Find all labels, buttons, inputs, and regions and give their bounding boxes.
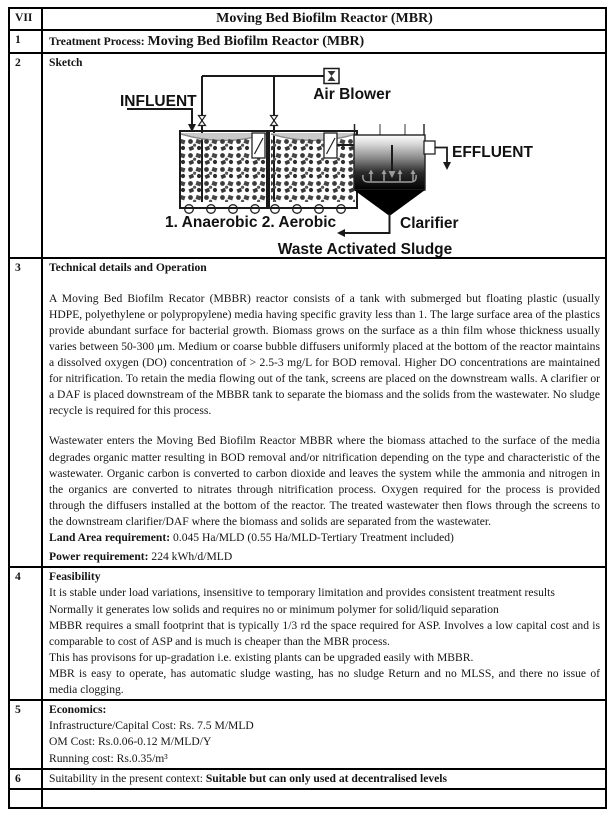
row-number: 1	[9, 30, 42, 53]
technical-paragraph: A Moving Bed Biofilm Recator (MBBR) reactor consists of a tank with submerged but floating plastic (usually HDPE, polyethylene or polypropylene) media having specific gravity less than 1. The large surface area of the plastics provide abundant surface for bacterial growth. Biomass grows on the surface as a thin film whose thickness usually varies between 50-300 μm. Medium or coarse bubble diffusers uniformly placed at the bottom of the reactor maintains a dissolved oxygen (DO) concentration of > 2.5-3 mg/L for BOD removal. Higher DO concentrations are maintained for nitrification. To retain the media flowing out of the tank, screens are placed on the downstream walls. A clarifier or a DAF is placed downstream of the MBBR tank to separate the biomass and the solids from the wastewater. No sludge recycle is required for this process.	[49, 291, 600, 418]
influent-label: INFLUENT	[120, 93, 197, 111]
air-blower-label: Air Blower	[313, 86, 391, 104]
clarifier-label: Clarifier	[400, 215, 459, 233]
feasibility-cell	[42, 567, 606, 700]
land-area-line	[49, 530, 600, 546]
power-label: Power requirement:	[49, 550, 152, 564]
operation-paragraph: Wastewater enters the Moving Bed Biofilm Reactor MBBR where the biomass attached to the surface of the media degrades organic matter resulting in BOD removal and/or nitrification depending on the type and characteristic of the wastewater. Organic carbon is converted to carbon dioxide and leaves the system while the ammonia and nitrogen in the organics are converted to nitrates through nitrification process. Oxygen required for the process is provided through the diffusers installed at the bottom of the reactor. The treated wastewater then flows through the screens to the downstream clarifier/DAF where the biomass and solids are separated from the wastewater.	[49, 434, 600, 528]
table-row	[9, 258, 606, 567]
power-line	[49, 549, 600, 565]
economics-item: Running cost: Rs.0.35/m³	[49, 751, 168, 765]
technical-details-cell	[42, 258, 606, 567]
feasibility-item: This has provisons for up-gradation i.e. existing plants can be upgraded easily with MBBR.	[49, 650, 474, 664]
mbbr-table	[8, 7, 607, 809]
waste-sludge-label: Waste Activated Sludge	[277, 241, 453, 258]
table-row	[9, 30, 606, 53]
waste-pipe	[343, 214, 390, 233]
influent-pipe	[127, 109, 192, 126]
effluent-pipe	[435, 148, 447, 164]
media-screen-icon	[252, 133, 265, 158]
row-number: 3	[9, 258, 42, 567]
suitability-value: Suitable but can only used at decentralised levels	[205, 771, 448, 785]
suitability-cell	[42, 769, 606, 789]
row-number: 4	[9, 567, 42, 700]
land-area-value: 0.045 Ha/MLD (0.55 Ha/MLD-Tertiary Treatment included)	[173, 531, 454, 545]
clarifier-vessel	[354, 124, 435, 216]
aerobic-tank	[271, 133, 356, 202]
feasibility-item: MBBR requires a small footprint that is typically 1/3 rd the space required for ASP. Involves a low capital cost and is comparable to cost of ASP and is much is cheaper than the MBR process.	[49, 618, 600, 648]
media-screen-icon	[324, 133, 337, 158]
treatment-process-value: Moving Bed Biofilm Reactor (MBR)	[147, 34, 365, 49]
treatment-process-label: Treatment Process:	[49, 35, 148, 48]
economics-heading: Economics:	[49, 703, 107, 717]
economics-item: OM Cost: Rs.0.06-0.12 M/MLD/Y	[49, 735, 212, 749]
treatment-process-cell	[42, 30, 606, 53]
feasibility-item: MBR is easy to operate, has automatic sludge wasting, has no sludge Return and no MLSS, and there no issue of media clogging.	[49, 666, 600, 697]
effluent-arrow-icon	[443, 162, 451, 170]
table-row	[9, 700, 606, 768]
effluent-weir-icon	[424, 141, 435, 154]
table-row	[9, 789, 606, 808]
document-title: Moving Bed Biofilm Reactor (MBR)	[42, 8, 606, 30]
valve-icon	[199, 116, 206, 126]
empty-cell	[9, 789, 42, 808]
feasibility-item: Normally it generates low solids and requires no or minimum polymer for solid/liquid separation	[49, 602, 499, 616]
valve-icon	[271, 116, 278, 126]
feasibility-item: It is stable under load variations, insensitive to temporary limitation and provides consistent treatment results	[49, 586, 555, 600]
feasibility-heading: Feasibility	[49, 570, 101, 584]
effluent-label: EFFLUENT	[452, 144, 533, 162]
waste-arrow-icon	[337, 229, 345, 237]
economics-cell	[42, 700, 606, 768]
tank-stage-labels: 1. Anaerobic 2. Aerobic	[165, 214, 337, 232]
table-row	[9, 769, 606, 789]
suitability-label: Suitability in the present context:	[49, 771, 206, 785]
row-number: 5	[9, 700, 42, 768]
table-row	[9, 8, 606, 30]
power-value: 224 kWh/d/MLD	[151, 550, 233, 564]
land-area-label: Land Area requirement:	[49, 531, 173, 545]
table-row	[9, 53, 606, 258]
technical-details-heading: Technical details and Operation	[49, 261, 207, 275]
row-number: 2	[9, 53, 42, 258]
table-row	[9, 567, 606, 700]
mbbr-process-diagram	[43, 54, 609, 257]
economics-item: Infrastructure/Capital Cost: Rs. 7.5 M/MLD	[49, 719, 254, 733]
row-number: 6	[9, 769, 42, 789]
sketch-cell	[42, 53, 606, 258]
sketch-heading: Sketch	[49, 56, 83, 70]
row-number: VII	[9, 8, 42, 30]
empty-cell	[42, 789, 606, 808]
air-blower-icon	[324, 69, 339, 84]
